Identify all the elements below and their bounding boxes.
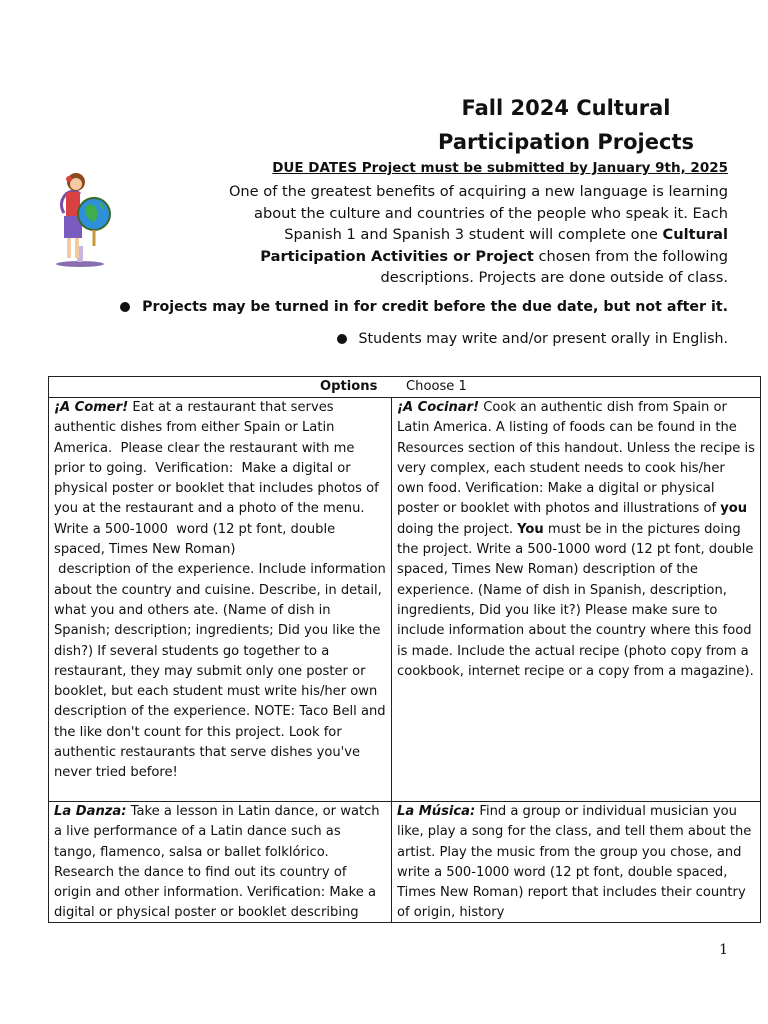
intro-text-2: chosen from the following descriptions. Projects are done outside of class. <box>380 247 728 286</box>
option-body: Eat at a restaurant that serves authentic dishes from either Spain or Latin America. Please clear the restaurant with me prior to going. Verification: Make a digital or physical poster or booklet that includes photos of you at the restaurant and a photo of the menu. Write a 500-1000 word (12 pt font, double spaced, Times New Roman) description of the experience. Include information about the country and cuisine. Describe, in detail, what you and others ate. (Name of dish in Spanish; description; ingredients; Did you like the dish?) If several students go together to a restaurant, they may submit only one poster or booklet, but each student must write his/her own description of the experience. NOTE: Taco Bell and the like don't count for this project. Look for authentic restaurants that serve dishes you've never tried before! <box>54 400 386 781</box>
option-title: ¡A Cocinar! <box>397 400 480 415</box>
option-body: doing the project. <box>397 521 518 537</box>
option-la-danza <box>49 802 392 923</box>
option-body: Take a lesson in Latin dance, or watch a live performance of a Latin dance such as tango, flamenco, salsa or ballet folklórico. Research the dance to find out its country of origin and other information. Verification: Make a digital or physical poster or booklet describing <box>54 804 380 921</box>
option-title: La Danza: <box>54 804 127 819</box>
options-table <box>48 376 761 923</box>
bullet-item-language <box>337 331 728 347</box>
option-body: Find a group or individual musician you like, play a song for the class, and tell them about the artist. Play the music from the group you chose, and write a 500-1000 word (12 pt font, double spaced, Times New Roman) report that includes their country of origin, history <box>397 804 752 921</box>
page-title-line-1: Fall 2024 Cultural <box>461 96 671 120</box>
page-title-line-2: Participation Projects <box>438 130 694 154</box>
table-header-row <box>49 377 761 398</box>
option-la-musica <box>392 802 761 923</box>
option-bold-you: you <box>720 501 748 517</box>
option-body: Cook an authentic dish from Spain or Latin America. A listing of foods can be found in the Resources section of this handout. Unless the recipe is very complex, each student needs to cook his/her own food. Verification: Make a digital or physical poster or booklet with photos and illustrations of <box>397 400 755 517</box>
header-choose-label: Choose 1 <box>406 379 467 394</box>
bullet-item-deadline <box>120 299 728 315</box>
option-a-comer <box>49 398 392 802</box>
table-row <box>49 398 761 802</box>
bullet-text: Projects may be turned in for credit before the due date, but not after it. <box>142 299 728 315</box>
option-body: must be in the pictures doing the project. Write a 500-1000 word (12 pt font, double spaced, Times New Roman) description of the experience. (Name of dish in Spanish, description, ingredients, Did you like it?) Please make sure to include information about the country where this food is made. Include the actual recipe (photo copy from a cookbook, internet recipe or a copy from a magazine). <box>397 521 754 679</box>
girl-with-globe-illustration <box>44 168 118 268</box>
due-dates-line: DUE DATES Project must be submitted by January 9th, 2025 <box>272 160 728 176</box>
bullet-dot-icon <box>337 334 347 344</box>
table-row <box>49 802 761 923</box>
header-options-label: Options <box>320 379 378 394</box>
page-number: 1 <box>719 942 728 958</box>
bullet-text: Students may write and/or present orally in English. <box>358 331 728 347</box>
bullet-dot-icon <box>120 302 130 312</box>
intro-text-1: One of the greatest benefits of acquiring a new language is learning about the culture and countries of the people who speak it. Each Spanish 1 and Spanish 3 student will complete one <box>228 183 728 243</box>
option-title: La Música: <box>397 804 476 819</box>
option-a-cocinar <box>392 398 761 802</box>
option-title: ¡A Comer! <box>54 400 129 415</box>
option-bold-you: You <box>517 521 544 537</box>
intro-paragraph <box>220 181 728 289</box>
intro-bold-text: Cultural Participation Activities or Project <box>260 226 728 265</box>
table-header-cell <box>49 377 761 398</box>
